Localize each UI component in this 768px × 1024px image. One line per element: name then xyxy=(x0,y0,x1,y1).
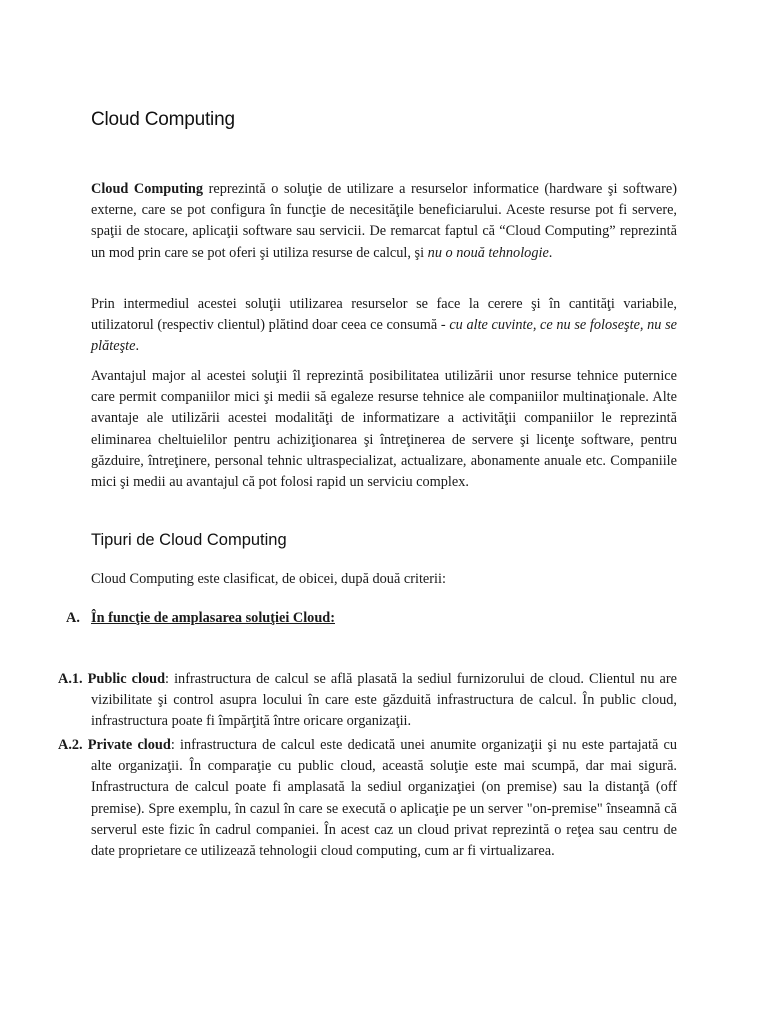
list-item-private-cloud xyxy=(58,735,677,862)
paragraph-usage xyxy=(91,294,677,358)
intro-paragraph xyxy=(91,179,677,264)
paragraph-usage-text: Prin intermediul acestei soluţii utilizarea resurselor se face la cerere şi în cantităţi variabile, utilizatorul (respectiv clientul) plătind doar ceea ce consumă - xyxy=(91,296,677,334)
section-a-title: În funcţie de amplasarea soluţiei Cloud: xyxy=(91,610,335,626)
criteria-text: Cloud Computing este clasificat, de obicei, după două criterii: xyxy=(91,571,446,587)
intro-emphasis: nu o nouă tehnologie xyxy=(427,244,549,261)
list-item-public-cloud xyxy=(58,669,677,733)
section-a-heading xyxy=(66,608,335,629)
paragraph-usage-end: . xyxy=(135,338,140,355)
section-heading: Tipuri de Cloud Computing xyxy=(91,531,287,549)
intro-term: Cloud Computing xyxy=(91,181,204,197)
list-item-label: A.2. Private cloud xyxy=(58,737,171,753)
intro-end: . xyxy=(548,244,553,261)
paragraph-usage-emphasis: cu alte cuvinte, ce nu se foloseşte, nu se plăteşte xyxy=(91,317,677,355)
document-title: Cloud Computing xyxy=(91,109,235,130)
list-item-text: : infrastructura de calcul se află plasată la sediul furnizorului de cloud. Clientul nu are vizibilitate şi control asupra locului în care este găzduită infrastructura de calcul. În public cloud, infrastructura poate fi împărţită între oricare organizaţii. xyxy=(91,671,677,730)
intro-text: reprezintă o soluţie de utilizare a resurselor informatice (hardware şi software) externe, care se pot configura în funcţie de necesităţile beneficiarului. Aceste resurse pot fi servere, spaţii de stocare, aplicaţii software sau servicii. De remarcat faptul că “Cloud Computing” reprezintă un mod prin care se pot oferi şi utiliza resurse de calcul, şi xyxy=(91,181,677,261)
paragraph-advantages: Avantajul major al acestei soluţii îl reprezintă posibilitatea utilizării unor resurse tehnice puternice care permit companiilor mici şi medii să egaleze resurse tehnice ale companiilor multinaţionale. Alte avantaje ale utilizării acestei modalităţi de informatizare a activităţii companiilor le reprezintă eliminarea cheltuielilor pentru achiziţionarea şi întreţinerea de servere şi licenţe software, pentru găzduire, întreţinere, personal tehnic ultraspecializat, actualizare, abonamente anuale etc. Companiile mici şi medii au avantajul că pot folosi rapid un serviciu complex. xyxy=(91,368,677,491)
section-a-letter: A. xyxy=(66,610,80,626)
list-item-label: A.1. Public cloud xyxy=(58,671,166,687)
list-item-text: : infrastructura de calcul este dedicată unei anumite organizaţii şi nu este partajată cu alte organizaţii. În comparaţie cu public cloud, această soluţie este mai scumpă, dar mai sigură. Infrastructura de calcul poate fi amplasată la sediul organizaţiei (on premise) sau la distanţă (off premise). Spre exemplu, în cazul în care se execută o aplicaţie pe un server "on-premise" înseamnă că serverul este fizic în cadrul companiei. În acest caz un cloud privat reprezintă o reţea sau centru de date proprietare ce utilizează tehnologii cloud computing, cum ar fi virtualizarea. xyxy=(91,737,677,860)
